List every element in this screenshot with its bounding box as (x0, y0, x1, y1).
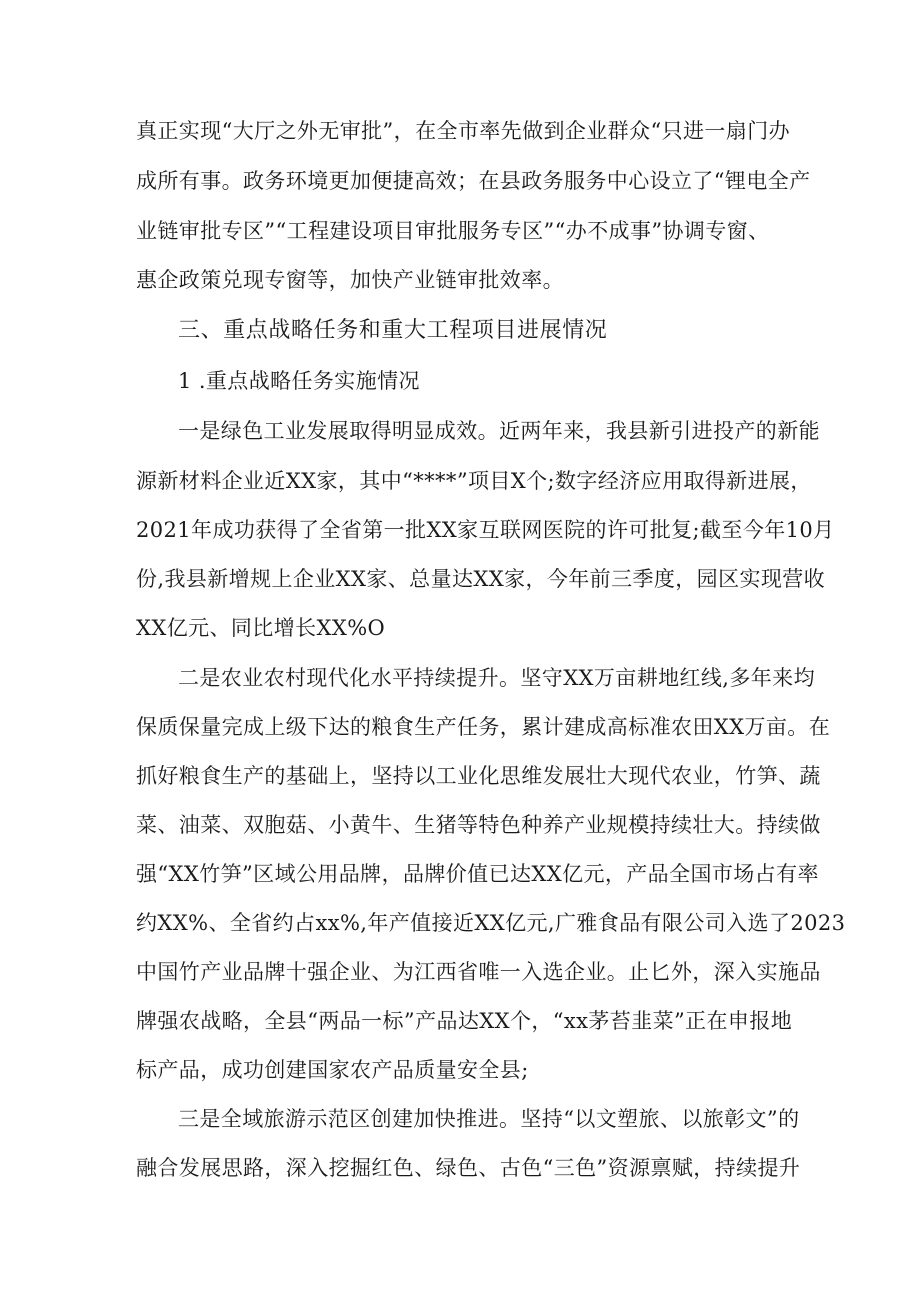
paragraph-line: 保质保量完成上级下达的粮食生产任务，累计建成高标准农田XX万亩。在 (136, 715, 831, 739)
paragraph-line: 源新材料企业近XX家，其中“****”项目X个;数字经济应用取得新进展， (136, 469, 812, 493)
paragraph-line: 融合发展思路，深入挖掘红色、绿色、古色“三色”资源禀赋，持续提升 (136, 1156, 801, 1180)
paragraph-line: 成所有事。政务环境更加便捷高效；在县政务服务中心设立了“锂电全产 (136, 169, 811, 193)
paragraph-line: 份,我县新增规上企业XX家、总量达XX家，今年前三季度，园区实现营收 (136, 567, 826, 591)
paragraph-line: 抓好粮食生产的基础上，坚持以工业化思维发展壮大现代农业，竹笋、蔬 (136, 764, 821, 788)
paragraph-line: 标产品，成功创建国家农产品质量安全县; (136, 1058, 529, 1082)
paragraph-line: 中国竹产业品牌十强企业、为江西省唯一入选企业。止匕外，深入实施品 (136, 960, 821, 984)
paragraph-line: 真正实现“大厅之外无审批”，在全市率先做到企业群众“只进一扇门办 (136, 119, 791, 143)
paragraph-line: 菜、油菜、双胞菇、小黄牛、生猪等特色种养产业规模持续壮大。持续做 (136, 813, 821, 837)
paragraph-line: XX亿元、同比增长XX%O (136, 616, 386, 640)
paragraph-line: 牌强农战略，全县“两品一标”产品达XX个，“xx茅苔韭菜”正在申报地 (136, 1009, 793, 1033)
paragraph-line: 约XX%、全省约占xx%,年产值接近XX亿元,广雅食品有限公司入选了2023 (136, 911, 846, 935)
paragraph-line: 二是农业农村现代化水平持续提升。坚守XX万亩耕地红线,多年来均 (178, 666, 815, 690)
paragraph-line: 一是绿色工业发展取得明显成效。近两年来，我县新引进投产的新能 (178, 419, 820, 443)
paragraph-line: 三是全域旅游示范区创建加快推进。坚持“以文塑旅、以旅彰文”的 (178, 1107, 800, 1131)
paragraph-line: 业链审批专区”“工程建设项目审批服务专区”“办不成事”协调专窗、 (136, 219, 770, 243)
section-heading: 三、重点战略任务和重大工程项目进展情况 (178, 318, 608, 343)
paragraph-line: 惠企政策兑现专窗等，加快产业链审批效率。 (136, 268, 564, 292)
paragraph-line: 强“XX竹笋”区域公用品牌，品牌价值已达XX亿元，产品全国市场占有率 (136, 862, 819, 886)
paragraph-line: 2021年成功获得了全省第一批XX家互联网医院的许可批复;截至今年10月 (136, 518, 835, 542)
subsection-heading: 1 .重点战略任务实施情况 (178, 369, 420, 393)
